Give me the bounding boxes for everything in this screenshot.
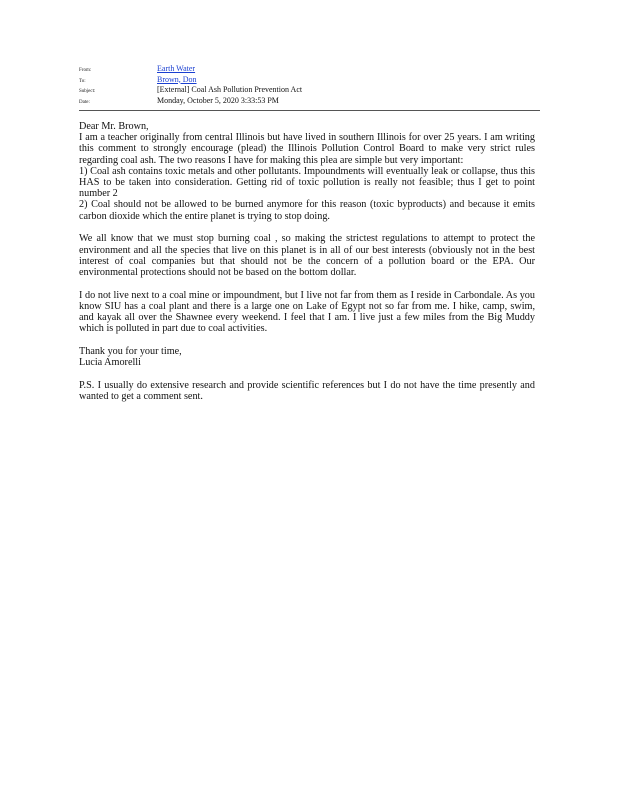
- subject-row: [79, 85, 540, 96]
- to-row: [79, 75, 540, 86]
- header-divider: [79, 110, 540, 111]
- date-label: Date:: [79, 99, 90, 105]
- greeting: Dear Mr. Brown,: [79, 121, 149, 132]
- from-label: From:: [79, 68, 92, 73]
- subject-value: [External] Coal Ash Pollution Prevention Act: [157, 85, 303, 94]
- point-two: 2) Coal should not be allowed to be burned anymore for this reason (toxic byproducts) and because it emits carbon dioxide which the entire planet is trying to stop doing.: [79, 199, 535, 222]
- paragraph-two: We all know that we must stop burning coal , so making the strictest regulations to attempt to protect the environment and all the species that live on this planet is in all of our best interests (obviously not in the best interest of coal companies but that should not be the concern of a pollution board or the EPA. Our environmental protections should not be based on the bottom dollar.: [79, 233, 535, 278]
- to-link[interactable]: Brown, Don: [157, 74, 197, 84]
- letter-body: [79, 121, 535, 402]
- postscript: P.S. I usually do extensive research and provide scientific references but I do not have the time presently and wanted to get a comment sent.: [79, 379, 535, 403]
- email-header: [79, 64, 540, 106]
- paragraph-gap: [79, 222, 535, 234]
- subject-label: Subject:: [79, 89, 96, 94]
- closing: Thank you for your time,: [79, 345, 182, 357]
- point-one: 1) Coal ash contains toxic metals and other pollutants. Impoundments will eventually leak or collapse, thus this HAS to be taken into consideration. Getting rid of toxic pollution is really not feasible; thus I get to point number 2: [79, 165, 535, 200]
- intro-paragraph: I am a teacher originally from central Illinois but have lived in southern Illinois for over 25 years. I am writing this comment to strongly encourage (plead) the Illinois Pollution Control Board to make very strict rules regarding coal ash. The two reasons I have for making this plea are simple but very important:: [79, 132, 535, 166]
- paragraph-three: I do not live next to a coal mine or impoundment, but I live not far from them as I reside in Carbondale. As you know SIU has a coal plant and there is a large one on Lake of Egypt not so far from me. I hike, camp, swim, and kayak all over the Shawnee every weekend. I feel that I am. I live just a few miles from the Big Muddy which is polluted in part due to coal activities.: [79, 289, 535, 335]
- from-row: [79, 64, 540, 75]
- paragraph-gap: [79, 278, 535, 290]
- to-label: To:: [79, 78, 86, 84]
- date-row: [79, 96, 540, 107]
- date-value: Monday, October 5, 2020 3:33:53 PM: [157, 95, 279, 105]
- signature: Lucia Amorelli: [79, 357, 141, 369]
- paragraph-gap: [79, 368, 535, 380]
- paragraph-gap: [79, 334, 535, 346]
- from-link[interactable]: Earth Water: [157, 64, 196, 73]
